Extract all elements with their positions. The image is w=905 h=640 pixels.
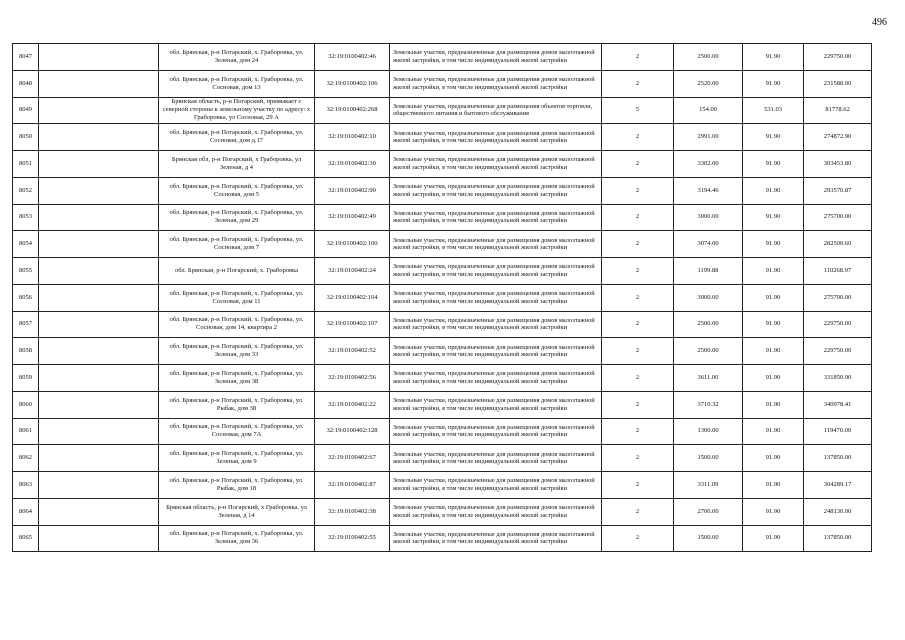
land-use-cell: Земельные участки, предназначенные для размещения домов малоэтажной жилой застройки, в том числе индивидуальной жилой застройки bbox=[390, 204, 602, 231]
category-cell: 2 bbox=[602, 311, 674, 338]
land-use-cell: Земельные участки, предназначенные для размещения домов малоэтажной жилой застройки, в том числе индивидуальной жилой застройки bbox=[390, 391, 602, 418]
cadastral-value-cell: 340978.41 bbox=[804, 391, 872, 418]
cadastral-number-cell: 32:19:0100402:128 bbox=[315, 418, 390, 445]
empty-cell bbox=[39, 418, 159, 445]
row-number: 8060 bbox=[13, 391, 39, 418]
land-use-cell: Земельные участки, предназначенные для размещения домов малоэтажной жилой застройки, в том числе индивидуальной жилой застройки bbox=[390, 525, 602, 552]
cadastral-number-cell: 32:19:0100402:49 bbox=[315, 204, 390, 231]
table-row bbox=[13, 204, 872, 231]
rate-cell: 91.90 bbox=[743, 124, 804, 151]
row-number: 8062 bbox=[13, 445, 39, 472]
address-cell: обл. Брянская, р-н Погарский, х. Граборовка, ул. Сосновая, дом д.17 bbox=[159, 124, 315, 151]
row-number: 8059 bbox=[13, 365, 39, 392]
cadastral-value-cell: 282500.60 bbox=[804, 231, 872, 258]
row-number: 8049 bbox=[13, 97, 39, 124]
land-use-cell: Земельные участки, предназначенные для размещения домов малоэтажной жилой застройки, в том числе индивидуальной жилой застройки bbox=[390, 231, 602, 258]
land-use-cell: Земельные участки, предназначенные для размещения домов малоэтажной жилой застройки, в том числе индивидуальной жилой застройки bbox=[390, 177, 602, 204]
empty-cell bbox=[39, 391, 159, 418]
category-cell: 2 bbox=[602, 231, 674, 258]
address-cell: обл. Брянская, р-н Погарский, х. Граборовка, ул. Сосновая, дом 11 bbox=[159, 284, 315, 311]
land-use-cell: Земельные участки, предназначенные для размещения объектов торговли, общественного питания и бытового обслуживания bbox=[390, 97, 602, 124]
empty-cell bbox=[39, 365, 159, 392]
area-cell: 154.00 bbox=[674, 97, 743, 124]
cadastral-value-cell: 229750.00 bbox=[804, 311, 872, 338]
cadastral-value-cell: 231588.00 bbox=[804, 70, 872, 97]
category-cell: 2 bbox=[602, 151, 674, 178]
land-use-cell: Земельные участки, предназначенные для размещения домов малоэтажной жилой застройки, в том числе индивидуальной жилой застройки bbox=[390, 258, 602, 285]
empty-cell bbox=[39, 70, 159, 97]
rate-cell: 91.90 bbox=[743, 418, 804, 445]
cadastral-value-cell: 110268.97 bbox=[804, 258, 872, 285]
cadastral-value-cell: 303453.80 bbox=[804, 151, 872, 178]
address-cell: обл. Брянская, р-н Погарский, х. Граборовка, ул. Зеленая, дом 38 bbox=[159, 365, 315, 392]
category-cell: 2 bbox=[602, 70, 674, 97]
area-cell: 2500.00 bbox=[674, 44, 743, 71]
cadastral-number-cell: 32:19:0100402:38 bbox=[315, 498, 390, 525]
land-use-cell: Земельные участки, предназначенные для размещения домов малоэтажной жилой застройки, в том числе индивидуальной жилой застройки bbox=[390, 124, 602, 151]
table-row bbox=[13, 525, 872, 552]
rate-cell: 91.90 bbox=[743, 258, 804, 285]
area-cell: 3302.00 bbox=[674, 151, 743, 178]
cadastral-number-cell: 32:19:0100402:55 bbox=[315, 525, 390, 552]
category-cell: 2 bbox=[602, 177, 674, 204]
land-use-cell: Земельные участки, предназначенные для размещения домов малоэтажной жилой застройки, в том числе индивидуальной жилой застройки bbox=[390, 498, 602, 525]
address-cell: обл. Брянская, р-н Погарский, х. Граборовка, ул. Сосновая, дом 14, квартира 2 bbox=[159, 311, 315, 338]
cadastral-number-cell: 32:19:0100402:67 bbox=[315, 445, 390, 472]
area-cell: 3311.09 bbox=[674, 472, 743, 499]
row-number: 8053 bbox=[13, 204, 39, 231]
cadastral-value-cell: 304289.17 bbox=[804, 472, 872, 499]
area-cell: 1300.00 bbox=[674, 418, 743, 445]
row-number: 8057 bbox=[13, 311, 39, 338]
row-number: 8065 bbox=[13, 525, 39, 552]
area-cell: 3194.46 bbox=[674, 177, 743, 204]
rate-cell: 91.90 bbox=[743, 472, 804, 499]
cadastral-number-cell: 32:19:0100402:268 bbox=[315, 97, 390, 124]
rate-cell: 91.90 bbox=[743, 204, 804, 231]
cadastral-number-cell: 32:19:0100402:30 bbox=[315, 151, 390, 178]
empty-cell bbox=[39, 445, 159, 472]
empty-cell bbox=[39, 97, 159, 124]
empty-cell bbox=[39, 258, 159, 285]
table-row bbox=[13, 391, 872, 418]
cadastral-value-cell: 293570.87 bbox=[804, 177, 872, 204]
table-row bbox=[13, 284, 872, 311]
rate-cell: 91.90 bbox=[743, 311, 804, 338]
empty-cell bbox=[39, 338, 159, 365]
category-cell: 2 bbox=[602, 365, 674, 392]
rate-cell: 91.90 bbox=[743, 391, 804, 418]
cadastral-value-cell: 229750.00 bbox=[804, 44, 872, 71]
row-number: 8064 bbox=[13, 498, 39, 525]
cadastral-number-cell: 32:19:0100402:100 bbox=[315, 231, 390, 258]
area-cell: 2991.00 bbox=[674, 124, 743, 151]
cadastral-value-cell: 137850.00 bbox=[804, 445, 872, 472]
land-use-cell: Земельные участки, предназначенные для размещения домов малоэтажной жилой застройки, в том числе индивидуальной жилой застройки bbox=[390, 365, 602, 392]
area-cell: 2700.00 bbox=[674, 498, 743, 525]
cadastral-number-cell: 32:19:0100402:24 bbox=[315, 258, 390, 285]
category-cell: 2 bbox=[602, 445, 674, 472]
rate-cell: 531.03 bbox=[743, 97, 804, 124]
row-number: 8055 bbox=[13, 258, 39, 285]
empty-cell bbox=[39, 231, 159, 258]
cadastral-value-cell: 248130.00 bbox=[804, 498, 872, 525]
table-row bbox=[13, 365, 872, 392]
land-use-cell: Земельные участки, предназначенные для размещения домов малоэтажной жилой застройки, в том числе индивидуальной жилой застройки bbox=[390, 70, 602, 97]
address-cell: Брянская область, р-н Погарский, х Граборовка, ул Зеленая, д 14 bbox=[159, 498, 315, 525]
cadastral-value-cell: 119470.00 bbox=[804, 418, 872, 445]
land-use-cell: Земельные участки, предназначенные для размещения домов малоэтажной жилой застройки, в том числе индивидуальной жилой застройки bbox=[390, 44, 602, 71]
area-cell: 2520.00 bbox=[674, 70, 743, 97]
category-cell: 2 bbox=[602, 124, 674, 151]
area-cell: 2500.00 bbox=[674, 311, 743, 338]
row-number: 8061 bbox=[13, 418, 39, 445]
cadastral-number-cell: 32:19:0100402:46 bbox=[315, 44, 390, 71]
address-cell: обл. Брянская, р-н Погарский, х. Граборовка, ул. Зеленая, дом 24 bbox=[159, 44, 315, 71]
rate-cell: 91.90 bbox=[743, 284, 804, 311]
address-cell: Брянская область, р-н Погарский, примыкает с северной стороны к земельному участку по адресу: х Граборовка, ул Сосновая, 29 А bbox=[159, 97, 315, 124]
area-cell: 3000.00 bbox=[674, 284, 743, 311]
cadastral-number-cell: 32:19:0100402:106 bbox=[315, 70, 390, 97]
category-cell: 2 bbox=[602, 44, 674, 71]
table-row bbox=[13, 338, 872, 365]
area-cell: 3710.32 bbox=[674, 391, 743, 418]
cadastral-number-cell: 32:19:0100402:87 bbox=[315, 472, 390, 499]
table-row bbox=[13, 231, 872, 258]
rate-cell: 91.90 bbox=[743, 44, 804, 71]
area-cell: 1500.00 bbox=[674, 445, 743, 472]
cadastral-value-cell: 229750.00 bbox=[804, 338, 872, 365]
address-cell: обл. Брянская, р-н Погарский, х. Граборовка bbox=[159, 258, 315, 285]
table-body bbox=[13, 44, 872, 552]
empty-cell bbox=[39, 284, 159, 311]
cadastral-number-cell: 32:19:0100402:56 bbox=[315, 365, 390, 392]
address-cell: обл. Брянская, р-н Погарский, х. Граборовка, ул. Сосновая, дом 5 bbox=[159, 177, 315, 204]
area-cell: 2500.00 bbox=[674, 338, 743, 365]
table-row bbox=[13, 151, 872, 178]
area-cell: 1199.88 bbox=[674, 258, 743, 285]
address-cell: обл. Брянская, р-н Погарский, х. Граборовка, ул. Зеленая, дом 36 bbox=[159, 525, 315, 552]
address-cell: обл. Брянская, р-н Погарский, х. Граборовка, ул. Сосновая, дом 13 bbox=[159, 70, 315, 97]
rate-cell: 91.90 bbox=[743, 445, 804, 472]
land-use-cell: Земельные участки, предназначенные для размещения домов малоэтажной жилой застройки, в том числе индивидуальной жилой застройки bbox=[390, 284, 602, 311]
land-use-cell: Земельные участки, предназначенные для размещения домов малоэтажной жилой застройки, в том числе индивидуальной жилой застройки bbox=[390, 472, 602, 499]
area-cell: 3074.00 bbox=[674, 231, 743, 258]
row-number: 8050 bbox=[13, 124, 39, 151]
row-number: 8051 bbox=[13, 151, 39, 178]
empty-cell bbox=[39, 177, 159, 204]
row-number: 8047 bbox=[13, 44, 39, 71]
empty-cell bbox=[39, 472, 159, 499]
rate-cell: 91.90 bbox=[743, 498, 804, 525]
cadastral-value-cell: 275700.00 bbox=[804, 204, 872, 231]
cadastral-value-cell: 137850.00 bbox=[804, 525, 872, 552]
land-use-cell: Земельные участки, предназначенные для размещения домов малоэтажной жилой застройки, в том числе индивидуальной жилой застройки bbox=[390, 151, 602, 178]
cadastral-number-cell: 32:19:0100402:104 bbox=[315, 284, 390, 311]
address-cell: обл. Брянская, р-н Погарский, х. Граборовка, ул. Сосновая, дом 7 bbox=[159, 231, 315, 258]
category-cell: 2 bbox=[602, 391, 674, 418]
rate-cell: 91.90 bbox=[743, 70, 804, 97]
row-number: 8054 bbox=[13, 231, 39, 258]
address-cell: обл. Брянская, р-н Погарский, х. Граборовка, ул. Зеленая, дом 9 bbox=[159, 445, 315, 472]
rate-cell: 91.90 bbox=[743, 177, 804, 204]
category-cell: 2 bbox=[602, 338, 674, 365]
table-row bbox=[13, 177, 872, 204]
row-number: 8063 bbox=[13, 472, 39, 499]
table-row bbox=[13, 44, 872, 71]
table-row bbox=[13, 311, 872, 338]
table-row bbox=[13, 418, 872, 445]
cadastral-number-cell: 32:19:0100402:107 bbox=[315, 311, 390, 338]
rate-cell: 91.90 bbox=[743, 525, 804, 552]
row-number: 8058 bbox=[13, 338, 39, 365]
category-cell: 2 bbox=[602, 204, 674, 231]
cadastral-number-cell: 32:19:0100402:99 bbox=[315, 177, 390, 204]
cadastral-number-cell: 32:19:0100402:22 bbox=[315, 391, 390, 418]
category-cell: 2 bbox=[602, 525, 674, 552]
cadastral-table bbox=[12, 43, 872, 552]
address-cell: обл. Брянская, р-н Погарский, х. Граборовка, ул. Зеленая, дом 29 bbox=[159, 204, 315, 231]
address-cell: обл. Брянская, р-н Погарский, х. Граборовка, ул. Рыбак, дом 18 bbox=[159, 472, 315, 499]
address-cell: обл. Брянская, р-н Погарский, х. Граборовка, ул. Зеленая, дом 33 bbox=[159, 338, 315, 365]
empty-cell bbox=[39, 525, 159, 552]
cadastral-value-cell: 274872.90 bbox=[804, 124, 872, 151]
cadastral-value-cell: 81778.62 bbox=[804, 97, 872, 124]
category-cell: 2 bbox=[602, 418, 674, 445]
cadastral-value-cell: 331850.90 bbox=[804, 365, 872, 392]
row-number: 8048 bbox=[13, 70, 39, 97]
empty-cell bbox=[39, 44, 159, 71]
category-cell: 2 bbox=[602, 472, 674, 499]
empty-cell bbox=[39, 311, 159, 338]
row-number: 8052 bbox=[13, 177, 39, 204]
empty-cell bbox=[39, 151, 159, 178]
table-row bbox=[13, 498, 872, 525]
address-cell: Брянская обл, р-н Погарский, х Граборовка, ул Зеленая, д 4 bbox=[159, 151, 315, 178]
rate-cell: 91.90 bbox=[743, 338, 804, 365]
page-number: 496 bbox=[872, 17, 887, 28]
table-row bbox=[13, 97, 872, 124]
land-use-cell: Земельные участки, предназначенные для размещения домов малоэтажной жилой застройки, в том числе индивидуальной жилой застройки bbox=[390, 418, 602, 445]
cadastral-number-cell: 32:19:0100402:10 bbox=[315, 124, 390, 151]
address-cell: обл. Брянская, р-н Погарский, х. Граборовка, ул. Сосновая, дом 7А bbox=[159, 418, 315, 445]
table-row bbox=[13, 445, 872, 472]
row-number: 8056 bbox=[13, 284, 39, 311]
table-row bbox=[13, 258, 872, 285]
cadastral-value-cell: 275700.00 bbox=[804, 284, 872, 311]
area-cell: 3000.00 bbox=[674, 204, 743, 231]
category-cell: 2 bbox=[602, 284, 674, 311]
table-row bbox=[13, 124, 872, 151]
address-cell: обл. Брянская, р-н Погарский, х. Граборовка, ул. Рыбак, дом 38 bbox=[159, 391, 315, 418]
rate-cell: 91.90 bbox=[743, 151, 804, 178]
category-cell: 2 bbox=[602, 498, 674, 525]
empty-cell bbox=[39, 204, 159, 231]
empty-cell bbox=[39, 498, 159, 525]
cadastral-number-cell: 32:19:0100402:52 bbox=[315, 338, 390, 365]
rate-cell: 91.90 bbox=[743, 365, 804, 392]
rate-cell: 91.90 bbox=[743, 231, 804, 258]
land-use-cell: Земельные участки, предназначенные для размещения домов малоэтажной жилой застройки, в том числе индивидуальной жилой застройки bbox=[390, 338, 602, 365]
table-row bbox=[13, 472, 872, 499]
area-cell: 3611.00 bbox=[674, 365, 743, 392]
empty-cell bbox=[39, 124, 159, 151]
category-cell: 2 bbox=[602, 258, 674, 285]
table-row bbox=[13, 70, 872, 97]
land-use-cell: Земельные участки, предназначенные для размещения домов малоэтажной жилой застройки, в том числе индивидуальной жилой застройки bbox=[390, 445, 602, 472]
land-use-cell: Земельные участки, предназначенные для размещения домов малоэтажной жилой застройки, в том числе индивидуальной жилой застройки bbox=[390, 311, 602, 338]
area-cell: 1500.00 bbox=[674, 525, 743, 552]
category-cell: 5 bbox=[602, 97, 674, 124]
